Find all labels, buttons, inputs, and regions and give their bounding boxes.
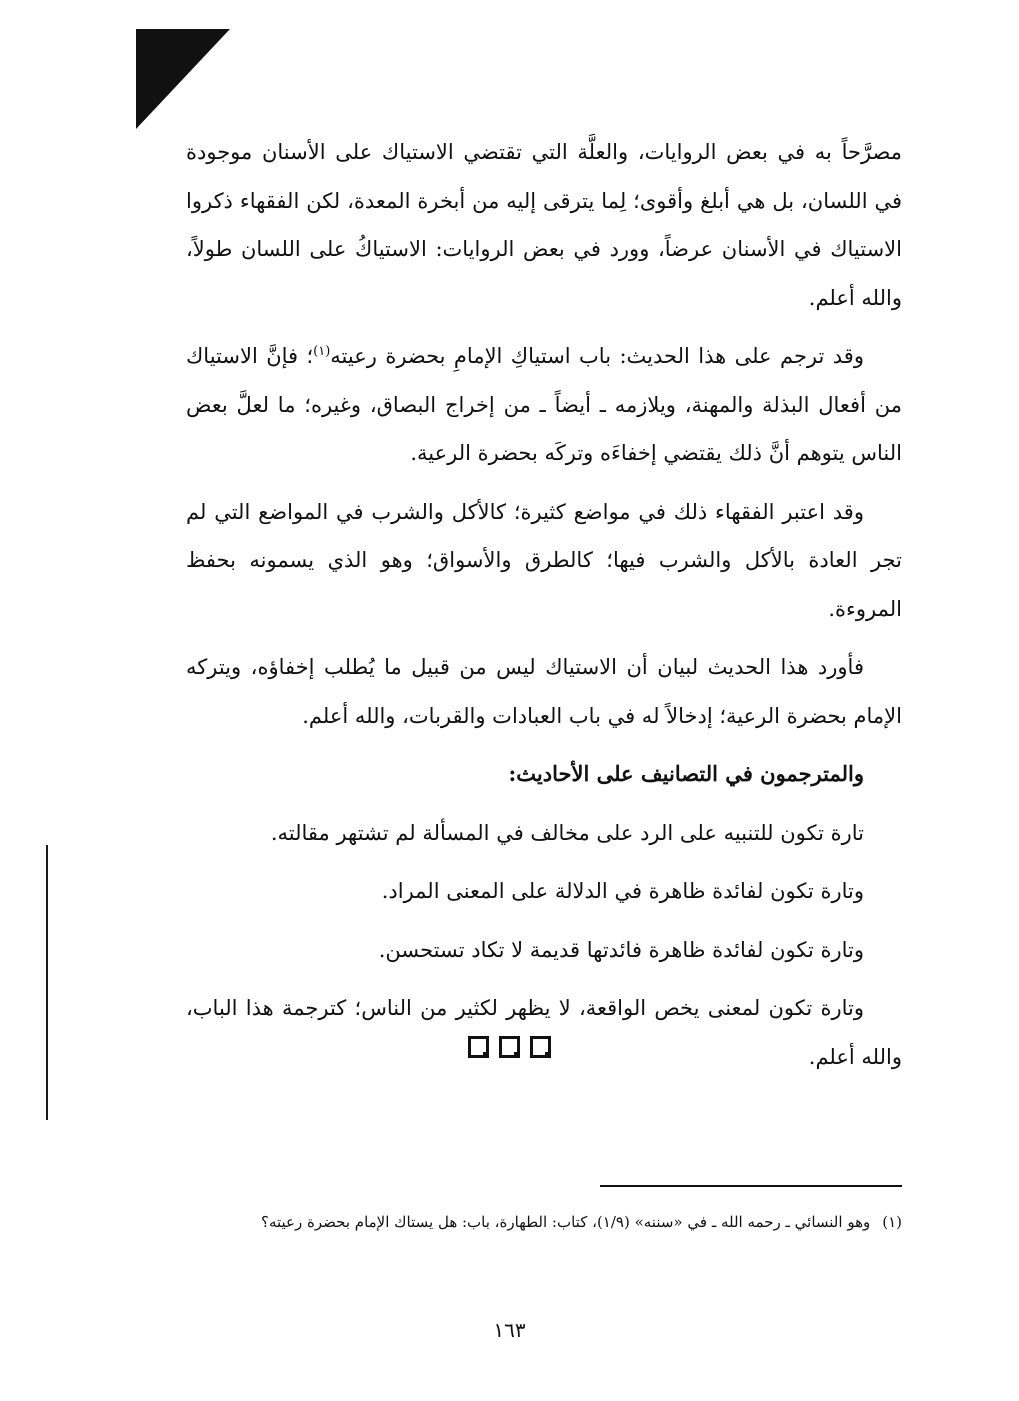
section-heading: والمترجمون في التصانيف على الأحاديث:	[508, 761, 864, 786]
paragraph-4: فأورد هذا الحديث لبيان أن الاستياك ليس من قبيل ما يُطلب إخفاؤه، ويتركه الإمام بحضرة الرعية؛ إدخالاً له في باب العبادات والقربات، والله أعلم.	[186, 655, 902, 728]
main-text	[186, 128, 902, 1091]
list-item-3: وتارة تكون لفائدة ظاهرة فائدتها قديمة لا تكاد تستحسن.	[378, 937, 864, 962]
footnote-reference: (١)	[313, 344, 331, 359]
footnote	[170, 1207, 902, 1237]
paragraph-1: مصرَّحاً به في بعض الروايات، والعلَّة التي تقتضي الاستياك على الأسنان موجودة في اللسان، بل هي أبلغ وأقوى؛ لِما يترقى إليه من أبخرة المعدة، لكن الفقهاء ذكروا الاستياك في الأسنان عرضاً، وورد في بعض الروايات: الاستياكُ على اللسان طولاً، والله أعلم.	[186, 140, 902, 310]
paragraph-2	[186, 332, 902, 478]
list-item-2: وتارة تكون لفائدة ظاهرة في الدلالة على المعنى المراد.	[381, 879, 864, 903]
footnote-number: (١)	[882, 1213, 902, 1231]
section-separator	[0, 1036, 1019, 1062]
paragraph-2-end: ؛ فإنَّ الاستياك من أفعال البذلة والمهنة، ويلازمه ـ أيضاً ـ من إخراج البصاق، وغيره؛ ما لعلَّ بعض الناس يتوهم أنَّ ذلك يقتضي إخفاءَه وتركَه بحضرة الرعية.	[186, 344, 902, 465]
footnote-text: وهو النسائي ـ رحمه الله ـ في «سننه» (١/٩)، كتاب: الطهارة، باب: هل يستاك الإمام بحضرة رعيته؟	[261, 1213, 871, 1231]
footnote-divider	[600, 1185, 902, 1187]
separator-square-icon	[499, 1036, 520, 1058]
corner-triangle-mark	[134, 27, 232, 131]
separator-square-icon	[468, 1036, 489, 1058]
paragraph-3: وقد اعتبر الفقهاء ذلك في مواضع كثيرة؛ كالأكل والشرب في المواضع التي لم تجر العادة بالأكل والشرب فيها؛ كالطرق والأسواق؛ وهو الذي يسمونه بحفظ المروءة.	[186, 499, 902, 621]
page-number: ١٦٣	[493, 1318, 526, 1342]
list-item-1: تارة تكون للتنبيه على الرد على مخالف في المسألة لم تشتهر مقالته.	[270, 820, 864, 845]
separator-square-icon	[530, 1036, 551, 1058]
paragraph-2-start: وقد ترجم على هذا الحديث: باب استياكِ الإمامِ بحضرة رعيته	[330, 344, 864, 368]
scan-edge-line	[46, 845, 48, 1120]
list-item-4: وتارة تكون لمعنى يخص الواقعة، لا يظهر لكثير من الناس؛ كترجمة هذا الباب، والله أعلم.	[186, 996, 902, 1069]
